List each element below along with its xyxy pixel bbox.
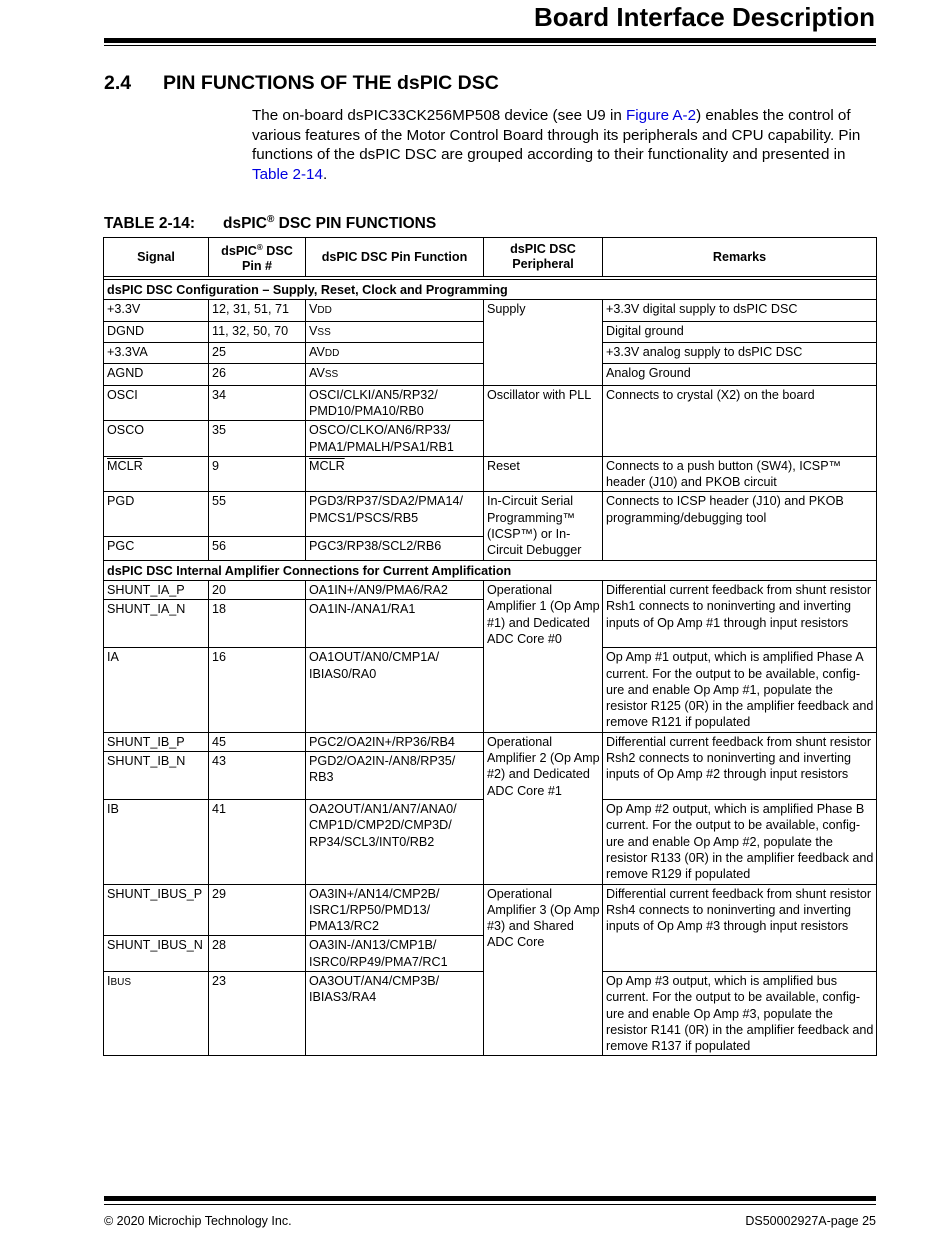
table-header-row bbox=[104, 238, 877, 277]
table-row: PGD 55 PGD3/RP37/SDA2/PMA14/ PMCS1/PSCS/RB5 In-Circuit Serial Programming™ (ICSP™) or In-Circuit Debugger Connects to ICSP header (J10) and PKOB programming/debugging tool bbox=[104, 492, 877, 536]
footer-rule-thin bbox=[104, 1204, 876, 1205]
header-pin: dsPIC® DSC Pin # bbox=[209, 238, 306, 277]
group-row-amplifier: dsPIC DSC Internal Amplifier Connections for Current Amplification bbox=[104, 560, 877, 580]
table-row: SHUNT_IA_N 18 OA1IN-/ANA1/RA1 bbox=[104, 600, 877, 648]
header-signal: Signal bbox=[104, 238, 209, 277]
table-row: AGND 26 AVSS Analog Ground bbox=[104, 364, 877, 385]
header-remarks: Remarks bbox=[603, 238, 877, 277]
footer-rule-thick bbox=[104, 1196, 876, 1201]
page-header-title: Board Interface Description bbox=[534, 2, 875, 32]
table-caption: TABLE 2-14: dsPIC® DSC PIN FUNCTIONS bbox=[104, 214, 437, 233]
peripheral-opamp2: Operational Amplifier 2 (Op Amp #2) and Dedicated ADC Core #1 bbox=[484, 732, 603, 884]
table-row: SHUNT_IB_N 43 PGD2/OA2IN-/AN8/RP35/ RB3 bbox=[104, 752, 877, 800]
table-row: +3.3V 12, 31, 51, 71 VDD Supply +3.3V digital supply to dsPIC DSC bbox=[104, 300, 877, 321]
table-row: DGND 11, 32, 50, 70 VSS Digital ground bbox=[104, 321, 877, 342]
intro-paragraph: The on-board dsPIC33CK256MP508 device (see U9 in Figure A-2) enables the control of various features of the Motor Control Board through its peripherals and CPU capability. Pin functions of the dsPIC DSC are grouped according to their functionality and presented in Table 2-14. bbox=[252, 107, 861, 183]
table-row: SHUNT_IBUS_P 29 OA3IN+/AN14/CMP2B/ ISRC1/RP50/PMD13/ PMA13/RC2 Operational Amplifier 3 (Op Amp #3) and Shared ADC Core Differential current feedback from shunt resistor Rsh4 connects to noninverting and inverting inputs of Op Amp #3 through input resistors bbox=[104, 884, 877, 936]
peripheral-opamp1: Operational Amplifier 1 (Op Amp #1) and Dedicated ADC Core #0 bbox=[484, 580, 603, 732]
header-peripheral: dsPIC DSC Peripheral bbox=[484, 238, 603, 277]
figure-a2-link[interactable]: Figure A-2 bbox=[626, 107, 697, 124]
table-2-14-link[interactable]: Table 2-14 bbox=[252, 165, 323, 183]
peripheral-opamp3: Operational Amplifier 3 (Op Amp #3) and Shared ADC Core bbox=[484, 884, 603, 1056]
footer-doc-id: DS50002927A-page 25 bbox=[745, 1214, 876, 1228]
table-row: SHUNT_IB_P 45 PGC2/OA2IN+/RP36/RB4 Operational Amplifier 2 (Op Amp #2) and Dedicated ADC Core #1 Differential current feedback from shunt resistor Rsh2 connects to noninverting and inverting inputs of Op Amp #2 through input resistors bbox=[104, 732, 877, 751]
group-row-configuration: dsPIC DSC Configuration – Supply, Reset, Clock and Programming bbox=[104, 280, 877, 300]
table-row: OSCI 34 OSCI/CLKI/AN5/RP32/ PMD10/PMA10/RB0 Oscillator with PLL Connects to crystal (X2) on the board bbox=[104, 385, 877, 421]
peripheral-reset: Reset bbox=[484, 456, 603, 492]
section-number: 2.4 bbox=[104, 72, 132, 94]
table-row: OSCO 35 OSCO/CLKO/AN6/RP33/ PMA1/PMALH/PSA1/RB1 bbox=[104, 421, 877, 457]
header-function: dsPIC DSC Pin Function bbox=[306, 238, 484, 277]
table-row: IA 16 OA1OUT/AN0/CMP1A/ IBIAS0/RA0 Op Amp #1 output, which is amplified Phase A current. For the output to be available, config-ure and enable Op Amp #1, populate the resistor R125 (0R) in the amplifier feedback and remove R121 if populated bbox=[104, 648, 877, 732]
peripheral-supply: Supply bbox=[484, 300, 603, 385]
table-row: PGC 56 PGC3/RP38/SCL2/RB6 bbox=[104, 536, 877, 560]
peripheral-icsp: In-Circuit Serial Programming™ (ICSP™) or In-Circuit Debugger bbox=[484, 492, 603, 560]
table-row: SHUNT_IA_P 20 OA1IN+/AN9/PMA6/RA2 Operational Amplifier 1 (Op Amp #1) and Dedicated ADC Core #0 Differential current feedback from shunt resistor Rsh1 connects to noninverting and inverting inputs of Op Amp #1 through input resistors bbox=[104, 580, 877, 599]
footer-copyright: © 2020 Microchip Technology Inc. bbox=[104, 1214, 292, 1228]
table-row: MCLR 9 MCLR Reset Connects to a push button (SW4), ICSP™ header (J10) and PKOB circuit bbox=[104, 456, 877, 492]
pin-functions-table bbox=[103, 237, 877, 1056]
section-title: PIN FUNCTIONS OF THE dsPIC DSC bbox=[163, 72, 499, 94]
table-row: IB 41 OA2OUT/AN1/AN7/ANA0/ CMP1D/CMP2D/CMP3D/ RP34/SCL3/INT0/RB2 Op Amp #2 output, which is amplified Phase B current. For the output to be available, config-ure and enable Op Amp #2, populate the resistor R133 (0R) in the amplifier feedback and remove R129 if populated bbox=[104, 800, 877, 884]
table-row: IBUS 23 OA3OUT/AN4/CMP3B/ IBIAS3/RA4 Op Amp #3 output, which is amplified bus current. For the output to be available, config-ure and enable Op Amp #3, populate the resistor R141 (0R) in the amplifier feedback and remove R137 if populated bbox=[104, 971, 877, 1055]
header-rule-thick bbox=[104, 38, 876, 43]
header-rule-thin bbox=[104, 45, 876, 46]
table-row: +3.3VA 25 AVDD +3.3V analog supply to dsPIC DSC bbox=[104, 343, 877, 364]
table-row: SHUNT_IBUS_N 28 OA3IN-/AN13/CMP1B/ ISRC0/RP49/PMA7/RC1 bbox=[104, 936, 877, 972]
peripheral-oscillator: Oscillator with PLL bbox=[484, 385, 603, 456]
